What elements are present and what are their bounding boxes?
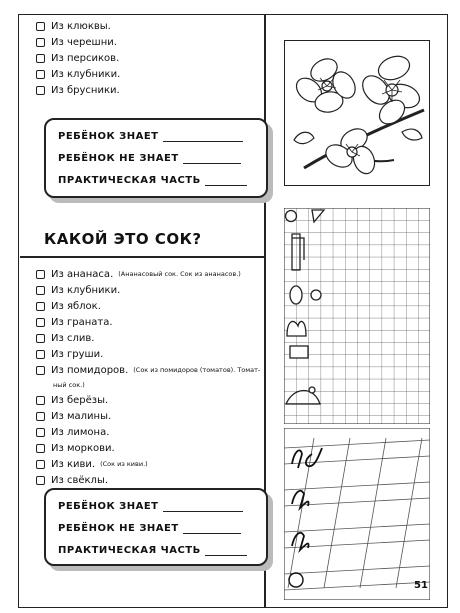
checkbox[interactable] (36, 318, 45, 327)
checkbox[interactable] (36, 350, 45, 359)
item-label: Из клюквы. (51, 20, 111, 32)
practice-label: ПРАКТИЧЕСКАЯ ЧАСТЬ (58, 175, 201, 186)
knows-label: РЕБЁНОК ЗНАЕТ (58, 131, 159, 142)
practice-label: ПРАКТИЧЕСКАЯ ЧАСТЬ (58, 545, 201, 556)
item-note: (Сок из киви.) (100, 460, 148, 468)
list-item (36, 82, 264, 98)
checkbox[interactable] (36, 286, 45, 295)
item-label: Из груши. (51, 348, 104, 360)
knows-blank[interactable] (163, 501, 243, 512)
item-label: Из брусники. (51, 84, 120, 96)
heading-underline (20, 256, 264, 258)
bar-shape (292, 234, 300, 270)
list-item (36, 66, 264, 82)
mouse-shape (286, 391, 320, 405)
list-item (36, 330, 264, 346)
list-item (36, 424, 264, 440)
rectangle-shape (290, 346, 308, 358)
list-item (36, 266, 264, 282)
checkbox[interactable] (36, 396, 45, 405)
assessment-box-2 (44, 488, 268, 566)
list-item (36, 408, 264, 424)
list-item (36, 34, 264, 50)
not-knows-label: РЕБЁНОК НЕ ЗНАЕТ (58, 523, 179, 534)
not-knows-label: РЕБЁНОК НЕ ЗНАЕТ (58, 153, 179, 164)
circle-shape (286, 211, 297, 222)
item-label: Из клубники. (51, 284, 121, 296)
list-item (36, 314, 264, 330)
list-item (36, 18, 264, 34)
oval-shape (290, 286, 302, 304)
item-label: Из киви. (51, 458, 96, 470)
list-item (36, 346, 264, 362)
item-label: Из помидоров. (51, 364, 129, 376)
item-label: Из черешни. (51, 36, 117, 48)
checkbox[interactable] (36, 302, 45, 311)
not-knows-row (46, 512, 266, 534)
not-knows-row (46, 142, 266, 164)
item-label: Из слив. (51, 332, 95, 344)
item-note: (Ананасовый сок. Сок из ананасов.) (118, 270, 241, 278)
checklist-berries (36, 18, 264, 98)
checkbox[interactable] (36, 54, 45, 63)
item-label: Из моркови. (51, 442, 115, 454)
item-label: Из лимона. (51, 426, 110, 438)
item-label: Из граната. (51, 316, 113, 328)
checkbox[interactable] (36, 22, 45, 31)
checkbox[interactable] (36, 86, 45, 95)
checkbox[interactable] (36, 428, 45, 437)
checkbox[interactable] (36, 460, 45, 469)
list-item (36, 282, 264, 298)
practice-row (46, 164, 266, 186)
list-item (36, 456, 264, 472)
checkbox[interactable] (36, 412, 45, 421)
knows-row (46, 490, 266, 512)
item-note: (Сок из помидоров (томатов). Томат- (133, 366, 261, 374)
list-item (36, 472, 264, 488)
item-label: Из клубники. (51, 68, 121, 80)
practice-blank[interactable] (205, 175, 247, 186)
triangle-shape (312, 210, 324, 222)
checkbox[interactable] (36, 38, 45, 47)
page-number: 51 (414, 580, 428, 591)
checkbox[interactable] (36, 366, 45, 375)
list-item (36, 50, 264, 66)
arch-shape (287, 321, 306, 336)
checkbox[interactable] (36, 334, 45, 343)
knows-row (46, 120, 266, 142)
list-item (36, 392, 264, 408)
item-label: Из малины. (51, 410, 112, 422)
list-item (36, 440, 264, 456)
checkbox[interactable] (36, 476, 45, 485)
checkbox[interactable] (36, 444, 45, 453)
checkbox[interactable] (36, 70, 45, 79)
cherry-blossom-illustration (284, 40, 430, 186)
knows-blank[interactable] (163, 131, 243, 142)
item-label: Из берёзы. (51, 394, 109, 406)
section-heading: КАКОЙ ЭТО СОК? (44, 230, 202, 248)
list-item (36, 362, 264, 378)
list-item (36, 298, 264, 314)
not-knows-blank[interactable] (183, 523, 241, 534)
item-note-continued: ный сок.) (53, 381, 85, 389)
handwriting-practice (284, 428, 430, 600)
item-label: Из яблок. (51, 300, 101, 312)
assessment-box-1 (44, 118, 268, 198)
checklist-juices (36, 266, 264, 488)
practice-blank[interactable] (205, 545, 247, 556)
not-knows-blank[interactable] (183, 153, 241, 164)
small-circle-shape (311, 290, 321, 300)
item-label: Из свёклы. (51, 474, 109, 486)
grid-shapes (284, 208, 430, 424)
practice-row (46, 534, 266, 556)
item-label: Из ананаса. (51, 268, 114, 280)
knows-label: РЕБЁНОК ЗНАЕТ (58, 501, 159, 512)
item-label: Из персиков. (51, 52, 120, 64)
checkbox[interactable] (36, 270, 45, 279)
